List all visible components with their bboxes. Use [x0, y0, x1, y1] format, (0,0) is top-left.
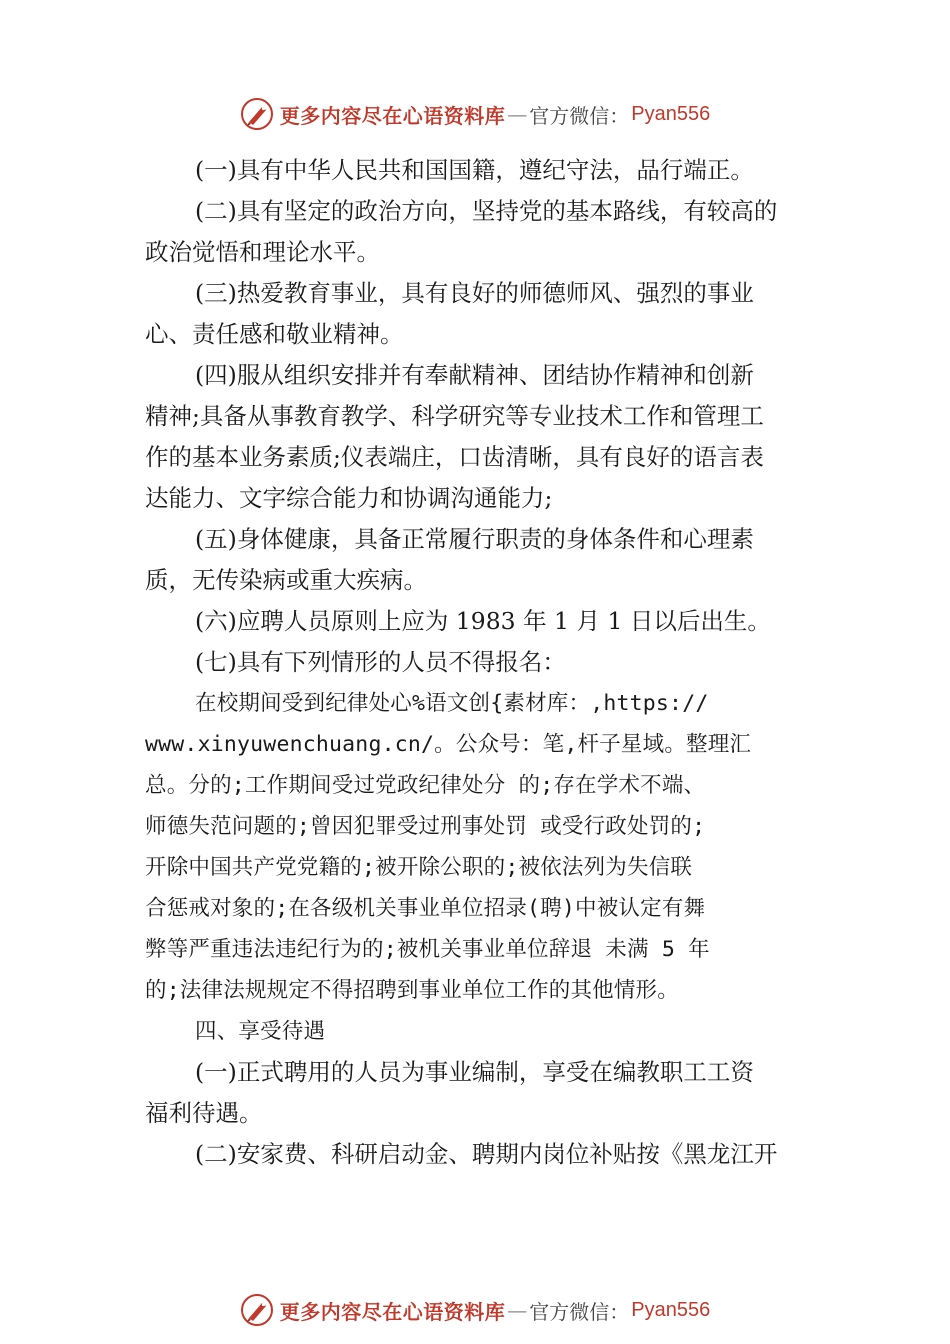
- banner-wechat-id: Pyan556: [631, 102, 711, 125]
- header-banner: [0, 94, 950, 134]
- paragraph-line: (六)应聘人员原则上应为 1983 年 1 月 1 日以后出生。: [195, 607, 771, 635]
- paragraph: [145, 150, 825, 191]
- paragraph: [145, 1134, 825, 1175]
- paragraph-line: 总。分的;工作期间受过党政纪律处分 的;存在学术不端、: [145, 773, 706, 798]
- banner-wechat-id: Pyan556: [631, 1298, 711, 1321]
- paragraph-line: 政治觉悟和理论水平。: [145, 238, 380, 266]
- paragraph-line: 精神;具备从事教育教学、科学研究等专业技术工作和管理工: [145, 402, 764, 430]
- paragraph-line: 师德失范问题的;曾因犯罪受过刑事处罚 或受行政处罚的;: [145, 814, 706, 839]
- paragraph-line: (五)身体健康，具备正常履行职责的身体条件和心理素: [195, 525, 754, 553]
- paragraph: [145, 1011, 825, 1052]
- paragraph-line: (一)正式聘用的人员为事业编制，享受在编教职工工资: [195, 1058, 754, 1086]
- paragraph: [145, 1052, 825, 1134]
- paragraph-line: 在校期间受到纪律处心%语文创{素材库：,https://: [195, 691, 709, 716]
- paragraph: [145, 683, 825, 1011]
- paragraph-line: (四)服从组织安排并有奉献精神、团结协作精神和创新: [195, 361, 754, 389]
- footer-banner: [0, 1290, 950, 1330]
- banner-separator: —: [507, 1298, 528, 1322]
- banner-title: 更多内容尽在心语资料库: [279, 103, 506, 128]
- paragraph-line: 弊等严重违法违纪行为的;被机关事业单位辞退 未满 5 年: [145, 937, 710, 962]
- paragraph-line: 的;法律法规规定不得招聘到事业单位工作的其他情形。: [145, 978, 679, 1003]
- paragraph: [145, 191, 825, 273]
- paragraph: [145, 273, 825, 355]
- paragraph-line: (二)安家费、科研启动金、聘期内岗位补贴按《黑龙江开: [195, 1140, 778, 1168]
- paragraph-line: 合惩戒对象的;在各级机关事业单位招录(聘)中被认定有舞: [145, 896, 706, 921]
- paragraph-line: www.xinyuwenchuang.cn/。公众号：笔,杆子星域。整理汇: [145, 732, 752, 757]
- paragraph: [145, 601, 825, 642]
- paragraph-line: 四、享受待遇: [195, 1019, 326, 1044]
- paragraph-line: 开除中国共产党党籍的;被开除公职的;被依法列为失信联: [145, 855, 693, 880]
- paragraph-line: 心、责任感和敬业精神。: [145, 320, 404, 348]
- paragraph: [145, 355, 825, 519]
- banner-title: 更多内容尽在心语资料库: [279, 1299, 506, 1324]
- paragraph-line: 福利待遇。: [145, 1099, 263, 1127]
- paragraph-line: (三)热爱教育事业，具有良好的师德师风、强烈的事业: [195, 279, 754, 307]
- paragraph-line: 质，无传染病或重大疾病。: [145, 566, 427, 594]
- paragraph-line: 作的基本业务素质;仪表端庄，口齿清晰，具有良好的语言表: [145, 443, 764, 471]
- paragraph-line: 达能力、文字综合能力和协调沟通能力;: [145, 484, 553, 512]
- paragraph: [145, 642, 825, 683]
- paragraph-line: (二)具有坚定的政治方向，坚持党的基本路线，有较高的: [195, 197, 778, 225]
- paragraph-line: (一)具有中华人民共和国国籍，遵纪守法，品行端正。: [195, 156, 754, 184]
- document-body: [145, 150, 825, 1175]
- pen-nib-logo-icon: [240, 97, 274, 131]
- pen-nib-logo-icon: [240, 1293, 274, 1327]
- paragraph-line: (七)具有下列情形的人员不得报名：: [195, 648, 566, 676]
- banner-separator: —: [507, 102, 528, 126]
- banner-wechat-label: 官方微信：: [529, 103, 630, 128]
- banner-wechat-label: 官方微信：: [529, 1299, 630, 1324]
- paragraph: [145, 519, 825, 601]
